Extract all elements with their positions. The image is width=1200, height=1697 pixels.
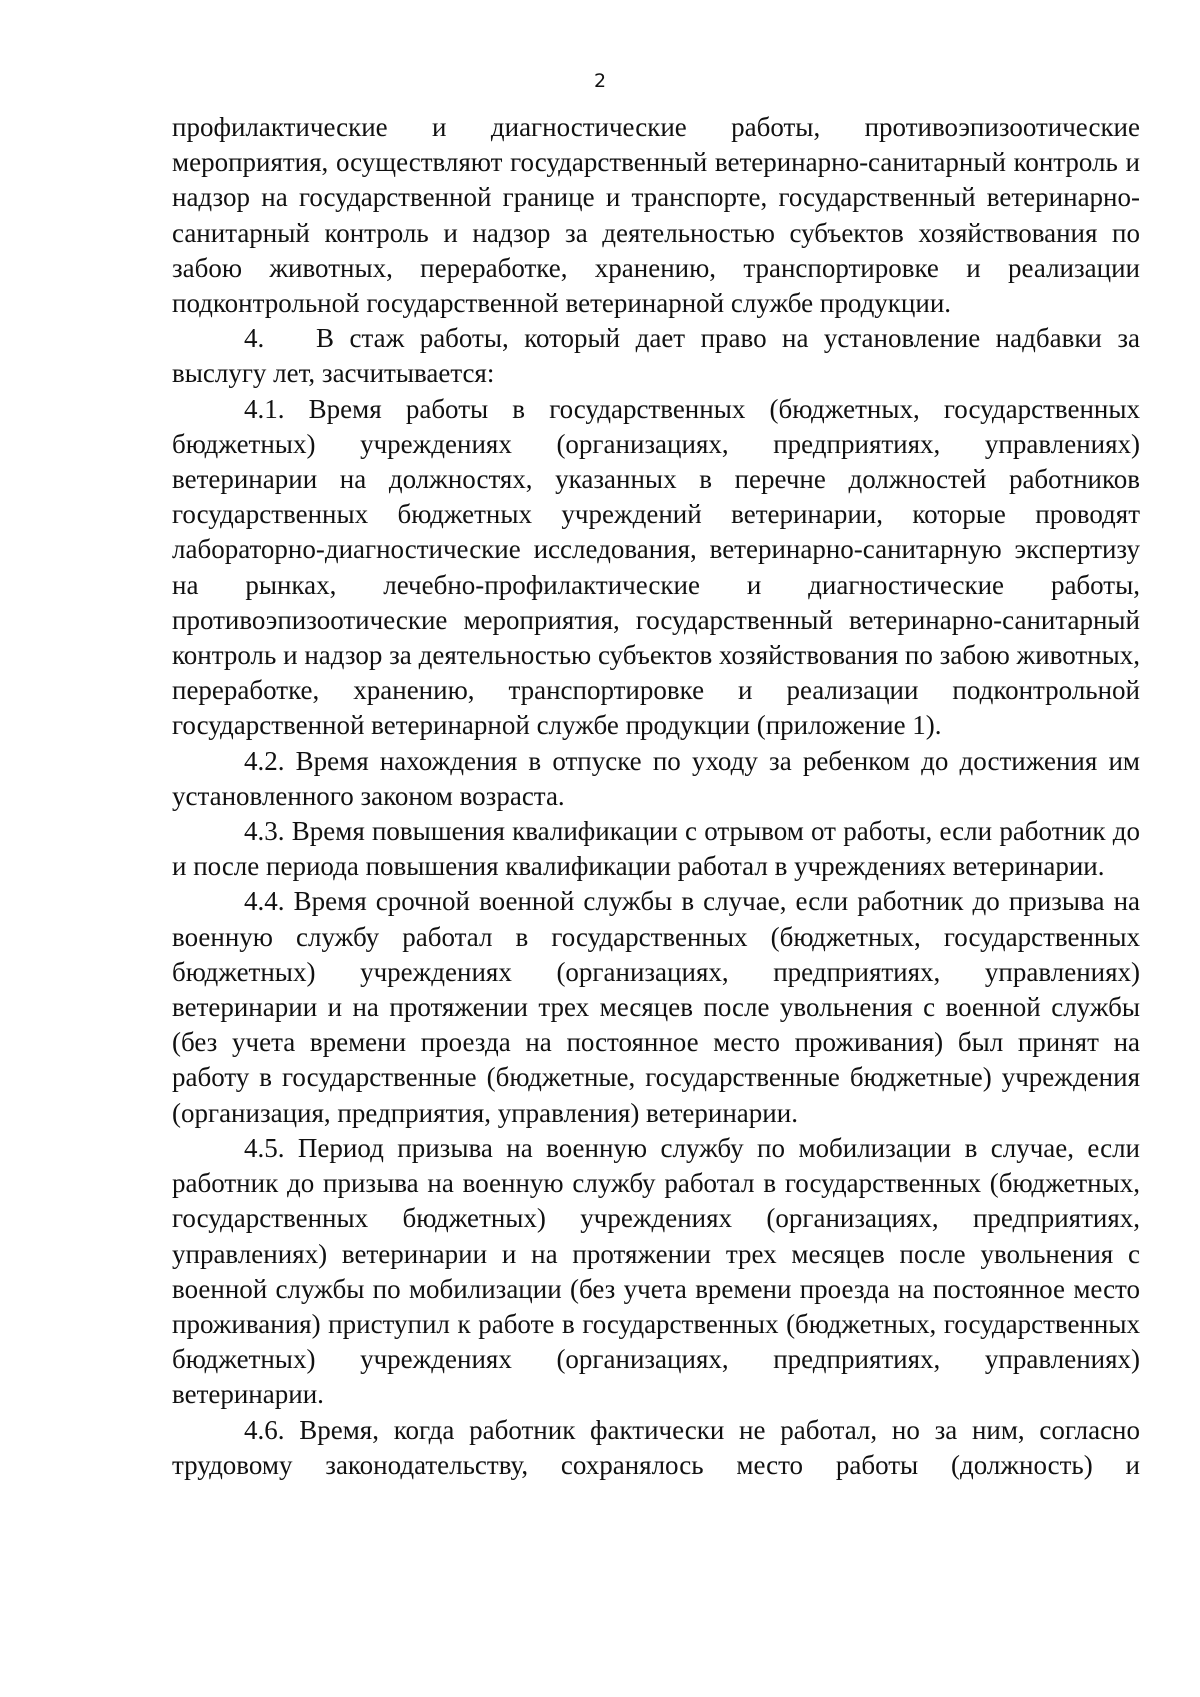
paragraph-clause-4-2: 4.2. Время нахождения в отпуске по уходу за ребенком до достижения им установленного законом возраста. (172, 745, 1140, 811)
paragraph-clause-4-4: 4.4. Время срочной военной службы в случае, если работник до призыва на военную службу работал в государственных (бюджетных, государственных бюджетных) учреждениях (организациях, предприятиях, управлениях) ветеринарии и на протяжении трех месяцев после увольнения с военной службы (без учета времени проезда на постоянное место проживания) был принят на работу в государственные (бюджетные, государственные бюджетные) учреждения (организация, предприятия, управления) ветеринарии. (172, 886, 1140, 1128)
clause-number: 4. (244, 323, 265, 354)
paragraph-clause-4-3: 4.3. Время повышения квалификации с отрывом от работы, если работник до и после периода повышения квалификации работал в учреждениях ветеринарии. (172, 816, 1140, 882)
paragraph-clause-4-1: 4.1. Время работы в государственных (бюджетных, государственных бюджетных) учреждениях (организациях, предприятиях, управлениях) ветеринарии на должностях, указанных в перечне должностей работников государственных бюджетных учреждений ветеринарии, которые проводят лабораторно-диагностические исследования, ветеринарно-санитарную экспертизу на рынках, лечебно-профилактические и диагностические работы, противоэпизоотические мероприятия, государственный ветеринарно-санитарный контроль и надзор за деятельностью субъектов хозяйствования по забою животных, переработке, хранению, транспортировке и реализации подконтрольной государственной ветеринарной службе продукции (приложение 1). (172, 393, 1140, 741)
document-body (172, 110, 1140, 1483)
page-number: 2 (593, 70, 607, 92)
paragraph-continuation: профилактические и диагностические работы, противоэпизоотические мероприятия, осуществляют государственный ветеринарно-санитарный контроль и надзор на государственной границе и транспорте, государственный ветеринарно-санитарный контроль и надзор за деятельностью субъектов хозяйствования по забою животных, переработке, хранению, транспортировке и реализации подконтрольной государственной ветеринарной службе продукции. (172, 112, 1140, 319)
paragraph-clause-4 (172, 321, 1140, 391)
clause-text: В стаж работы, который дает право на установление надбавки за выслугу лет, засчитывается: (172, 323, 1140, 389)
paragraph-clause-4-6: 4.6. Время, когда работник фактически не работал, но за ним, согласно трудовому законодательству, сохранялось место работы (должность) и (172, 1414, 1140, 1480)
paragraph-clause-4-5: 4.5. Период призыва на военную службу по мобилизации в случае, если работник до призыва на военную службу работал в государственных (бюджетных, государственных бюджетных) учреждениях (организациях, предприятиях, управлениях) ветеринарии и на протяжении трех месяцев после увольнения с военной службы по мобилизации (без учета времени проезда на постоянное место проживания) приступил к работе в государственных (бюджетных, государственных бюджетных) учреждениях (организациях, предприятиях, управлениях) ветеринарии. (172, 1132, 1140, 1410)
